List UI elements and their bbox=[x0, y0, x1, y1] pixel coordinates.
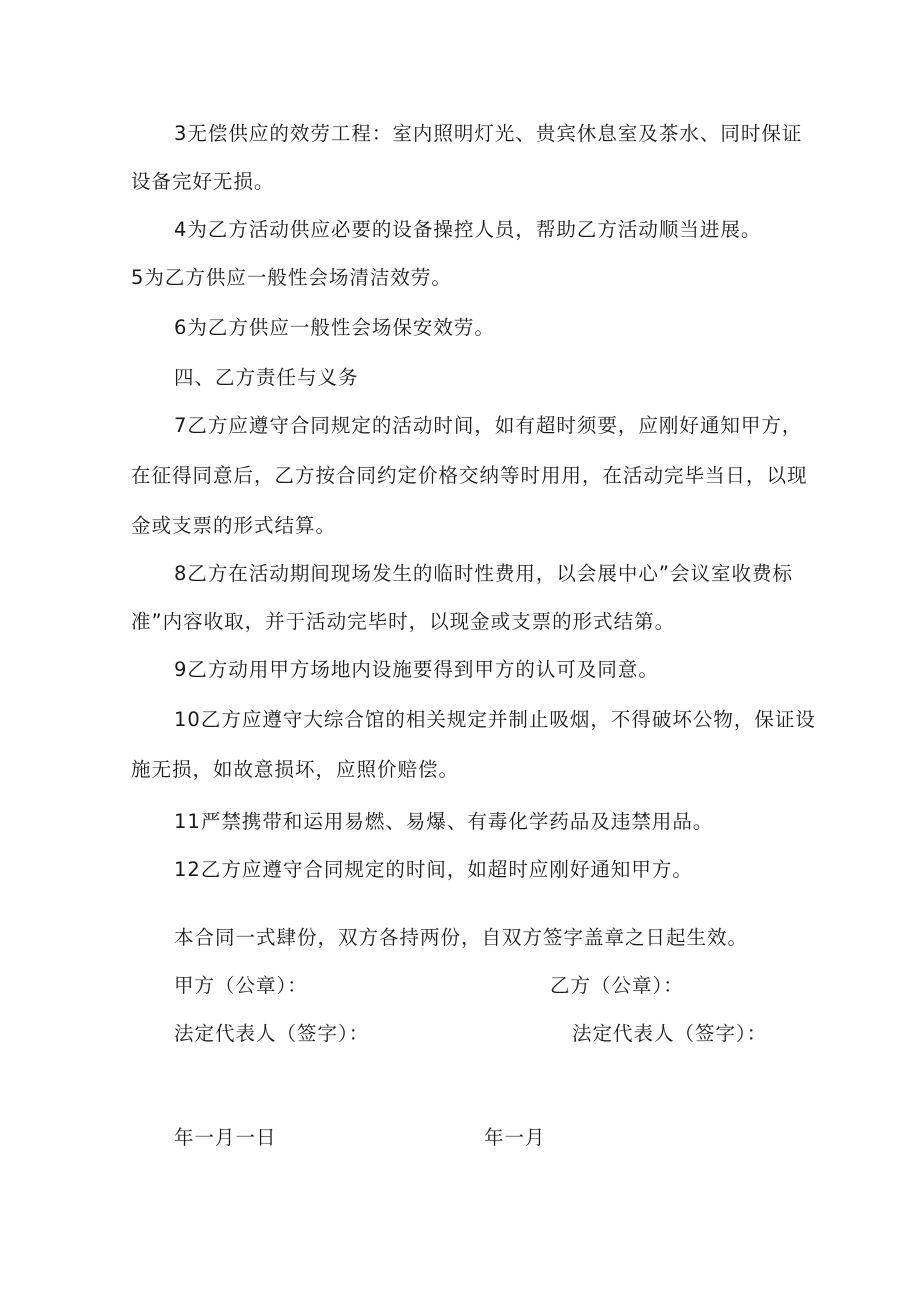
item-11: 11严禁携带和运用易燃、易爆、有毒化学药品及违禁用品。 bbox=[174, 810, 714, 833]
item-9: 9乙方动用甲方场地内设施要得到甲方的认可及同意。 bbox=[174, 658, 659, 681]
item-7-line-1: 7乙方应遵守合同规定的活动时间，如有超时须要，应刚好通知甲方， bbox=[174, 414, 803, 437]
party-a-seal-label: 甲方（公章）： bbox=[174, 974, 308, 997]
party-a-representative-label: 法定代表人（签字）： bbox=[174, 1022, 370, 1045]
item-10-line-2: 施无损，如故意损坏，应照价赔偿。 bbox=[131, 758, 460, 781]
party-a-date: 年一月一日 bbox=[174, 1126, 277, 1149]
section-heading-4: 四、乙方责任与义务 bbox=[174, 366, 359, 389]
item-7-line-2: 在征得同意后，乙方按合同约定价格交纳等时用用，在活动完毕当日，以现 bbox=[131, 464, 808, 487]
closing-statement: 本合同一式肆份，双方各持两份，自双方签字盖章之日起生效。 bbox=[174, 926, 749, 949]
item-10-line-1: 10乙方应遵守大综合馆的相关规定并制止吸烟，不得破坏公物，保证设 bbox=[174, 708, 816, 731]
item-7-line-3: 金或支票的形式结算。 bbox=[131, 514, 337, 537]
party-b-representative-label: 法定代表人（签字）： bbox=[572, 1022, 768, 1045]
item-5: 5为乙方供应一般性会场清洁效劳。 bbox=[131, 266, 452, 289]
party-b-date: 年一月 bbox=[484, 1126, 546, 1149]
item-4: 4为乙方活动供应必要的设备操控人员，帮助乙方活动顺当进展。 bbox=[174, 218, 762, 241]
item-3-line-1: 3无偿供应的效劳工程：室内照明灯光、贵宾休息室及茶水、同时保证 bbox=[174, 122, 803, 145]
item-8-line-2: 准”内容收取，并于活动完毕时，以现金或支票的形式结第。 bbox=[131, 610, 676, 633]
party-b-seal-label: 乙方（公章）： bbox=[550, 974, 684, 997]
item-12: 12乙方应遵守合同规定的时间，如超时应刚好通知甲方。 bbox=[174, 858, 693, 881]
item-3-line-2: 设备完好无损。 bbox=[131, 170, 275, 193]
item-8-line-1: 8乙方在活动期间现场发生的临时性费用，以会展中心”会议室收费标 bbox=[174, 562, 794, 585]
item-6: 6为乙方供应一般性会场保安效劳。 bbox=[174, 316, 495, 339]
